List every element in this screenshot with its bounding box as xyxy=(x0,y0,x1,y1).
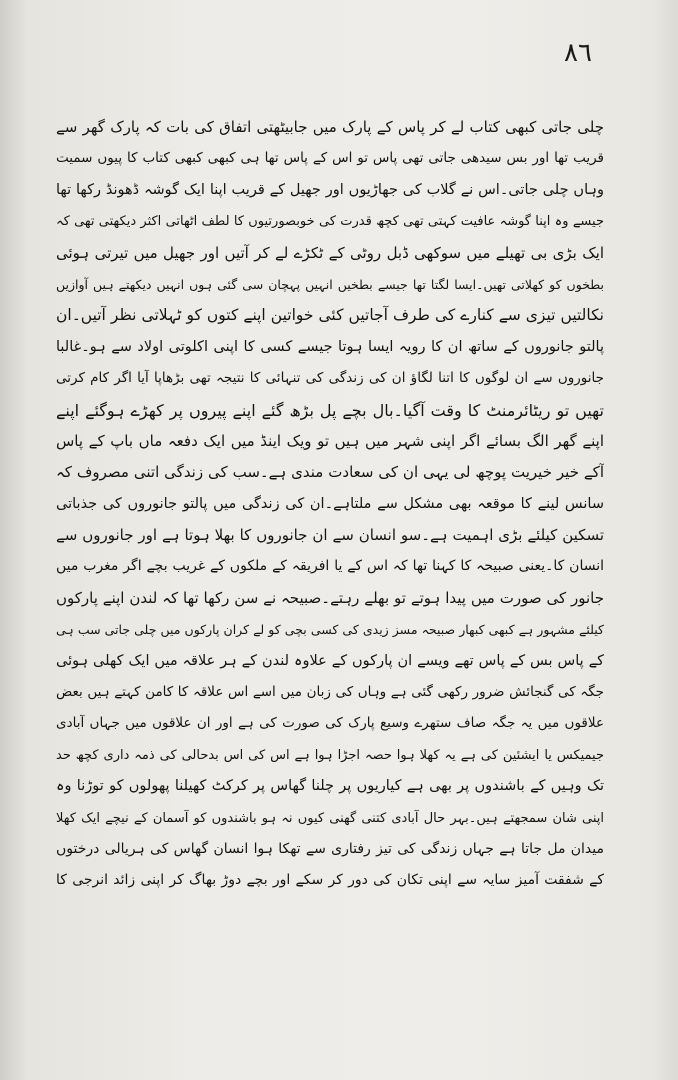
text-line: تک وہیں کے باشندوں پر بھی ہے کیاریوں پر چلنا گھاس پر کرکٹ کھیلنا پھولوں کو توڑنا وہ xyxy=(56,778,604,795)
text-line: کیلئے مشہور ہے کبھی کبھار صبیحہ مسز زیدی کی کسی بچی کو لے کران پارکوں میں چلی جاتی سب ہی xyxy=(56,622,604,638)
text-line: ایک بڑی بی تھیلے میں سوکھی ڈبل روٹی کے ٹکڑے لے کر آتیں اور جھیل میں تیرتی ہوئی xyxy=(56,243,604,262)
text-line: چلی جاتی کبھی کتاب لے کر پاس کے پارک میں جابیٹھتی اتفاق کی بات کہ پارک گھر سے xyxy=(56,118,604,136)
text-line: پالتو جانوروں کے ساتھ ان کا رویہ ایسا ہوتا جیسے کسی کا اپنی اکلوتی اولاد سے ہو۔غالبا xyxy=(56,338,604,355)
text-line: جانوروں سے ان لوگوں کا اتنا لگاؤ ان کی زندگی کی تنہائی کا نتیجہ تھی بڑھاپا آیا اگر کام کرتی xyxy=(56,370,604,387)
text-line: نکالتیں تیزی سے کنارے کی طرف آجاتیں کئی خواتین اپنے کتوں کو ٹہلاتی نظر آتیں۔ان xyxy=(56,306,604,325)
text-line: بطخوں کو کھلاتی تھیں۔ایسا لگتا تھا جیسے بطخیں انہیں پہچان سی گئی ہوں انہیں دیکھتے ہیں آوازیں xyxy=(56,276,604,292)
text-line: سانس لینے کا موقعہ بھی مشکل سے ملتاہے۔ان کی زندگی میں پالتو جانوروں کی جذباتی xyxy=(56,495,604,512)
text-line: اپنی شان سمجھتے ہیں۔بہر حال آبادی کتنی گھنی کیوں نہ ہو باشندوں کو آسمان کے نیچے ایک کھلا xyxy=(56,810,604,826)
text-line: کے پاس بس کے پاس تھے ویسے ان پارکوں کے علاوہ لندن کے ہر علاقہ میں ایک کھلی ہوئی xyxy=(56,652,604,669)
text-line: جیسے وہ اپنا گوشہ عافیت کہتی تھی کچھ قدرت کی خوبصورتیوں کا لطف اٹھاتی اکثر دیکھتی تھی کہ xyxy=(56,214,604,230)
text-line: قریب تھا اور بس سیدھی جاتی تھی پاس تو اس کے پاس تھا ہی کبھی کبھی کتاب کا پیوں سمیت xyxy=(56,150,604,167)
text-line: اپنے گھر الگ بسائے اگر اپنی شہر میں ہیں تو ویک اینڈ میں ایک دفعہ ماں باپ کے پاس xyxy=(56,431,604,450)
text-line: انسان کا۔یعنی صبیحہ کا کہنا تھا کہ اس کے یا افریقہ کے ملکوں کے غریب بچے اگر مغرب میں xyxy=(56,558,604,575)
text-line: جانور کی صورت میں پیدا ہوتے تو بھلے رہتے۔صبیحہ نے سن رکھا تھا کہ لندن اپنے پارکوں xyxy=(56,588,604,607)
text-line: تسکین کیلئے بڑی اہمیت ہے۔سو انسان سے ان جانوروں کا بھلا ہوتا ہے اور جانوروں سے xyxy=(56,526,604,545)
text-line: جگہ کی گنجائش ضرور رکھی گئی ہے وہاں کی زبان میں اسے اس علاقہ کا کامن کہتے ہیں بعض xyxy=(56,684,604,701)
text-line: کے شفقت آمیز سایہ سے اپنی تکان کی دور کر سکے اور بچے دوڑ بھاگ کر اپنی زائد انرجی کا xyxy=(56,872,604,889)
text-line: آکے خیر خیریت پوچھ لی یہی ان کی سعادت مندی ہے۔سب کی زندگی اتنی مصروف کہ xyxy=(56,463,604,482)
text-line: تھیں تو ریٹائرمنٹ کا وقت آگیا۔بال بچے پل بڑھ گئے اپنے پیروں پر کھڑے ہوگئے اپنے xyxy=(56,400,604,420)
text-line: میدان مل جاتا ہے جہاں زندگی کی تیز رفتاری سے تھکا ہوا انسان گھاس کی ہریالی درختوں xyxy=(56,840,604,857)
text-line: جیمیکس یا ایشئین کی ہے یہ کھلا ہوا حصہ اجڑا ہوا ہے اس کی اس بدحالی کی ذمہ داری کچھ حد xyxy=(56,747,604,763)
body-text xyxy=(56,112,604,897)
text-line: علاقوں میں یہ جگہ صاف ستھرے وسیع پارک کی صورت کی ہے اور ان علاقوں میں جہاں آبادی xyxy=(56,715,604,732)
page-number: ٨٦ xyxy=(564,38,592,68)
text-line: وہاں چلی جاتی۔اس نے گلاب کی جھاڑیوں اور جھیل کے قریب اپنا ایک گوشہ ڈھونڈ رکھا تھا xyxy=(56,181,604,198)
